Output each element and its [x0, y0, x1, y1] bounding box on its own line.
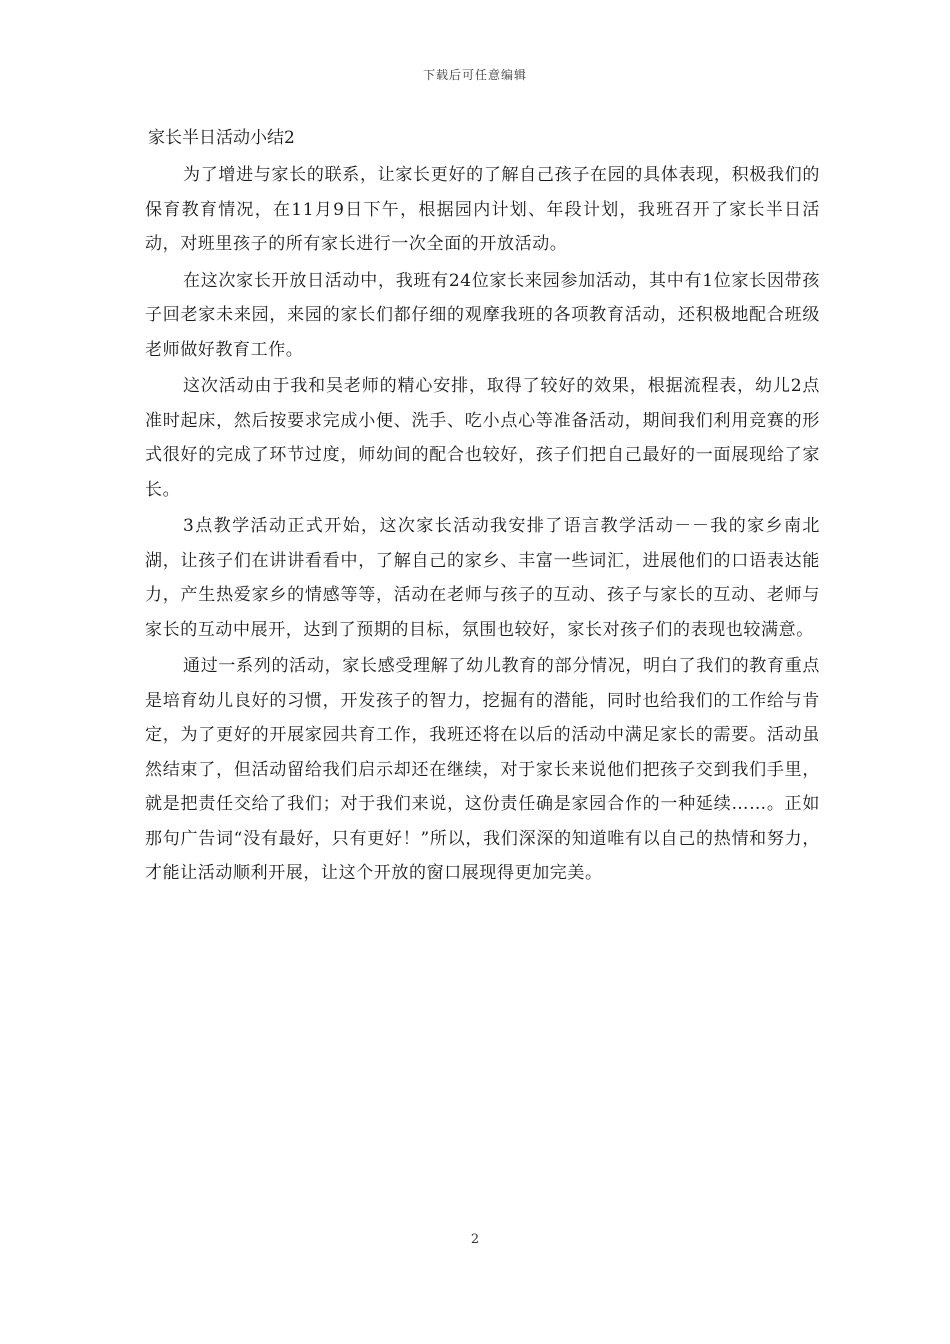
document-title: 家长半日活动小结2: [148, 128, 295, 148]
paragraph-5: 通过一系列的活动，家长感受理解了幼儿教育的部分情况，明白了我们的教育重点是培育幼儿良好的习惯，开发孩子的智力，挖掘有的潜能，同时也给我们的工作给与肯定，为了更好的开展家园共育工作，我班还将在以后的活动中满足家长的需要。活动虽然结束了，但活动留给我们启示却还在继续，对于家长来说他们把孩子交到我们手里，就是把责任交给了我们；对于我们来说，这份责任确是家园合作的一种延续……。正如那句广告词“没有最好，只有更好！”所以，我们深深的知道唯有以自己的热情和努力，才能让活动顺利开展，让这个开放的窗口展现得更加完美。: [145, 656, 820, 883]
page-number: 2: [470, 1232, 480, 1247]
header-note: 下载后可任意编辑: [422, 68, 527, 82]
paragraph-1: 为了增进与家长的联系，让家长更好的了解自己孩子在园的具体表现，积极我们的保育教育情况，在11月9日下午，根据园内计划、年段计划，我班召开了家长半日活动，对班里孩子的所有家长进行一次全面的开放活动。: [145, 165, 820, 254]
paragraph-2: 在这次家长开放日活动中，我班有24位家长来园参加活动，其中有1位家长因带孩子回老家未来园，来园的家长们都仔细的观摩我班的各项教育活动，还积极地配合班级老师做好教育工作。: [145, 270, 820, 360]
document-body: [145, 122, 820, 893]
paragraph-4: 3点教学活动正式开始，这次家长活动我安排了语言教学活动－－我的家乡南北湖，让孩子们在讲讲看看中，了解自己的家乡、丰富一些词汇，进展他们的口语表达能力，产生热爱家乡的情感等等，活动在老师与孩子的互动、孩子与家长的互动、老师与家长的互动中展开，达到了预期的目标，氛围也较好，家长对孩子们的表现也较满意。: [145, 516, 820, 640]
paragraph-3: 这次活动由于我和吴老师的精心安排，取得了较好的效果，根据流程表，幼儿2点准时起床，然后按要求完成小便、洗手、吃小点心等准备活动，期间我们利用竞赛的形式很好的完成了环节过度，师幼间的配合也较好，孩子们把自己最好的一面展现给了家长。: [145, 376, 820, 500]
